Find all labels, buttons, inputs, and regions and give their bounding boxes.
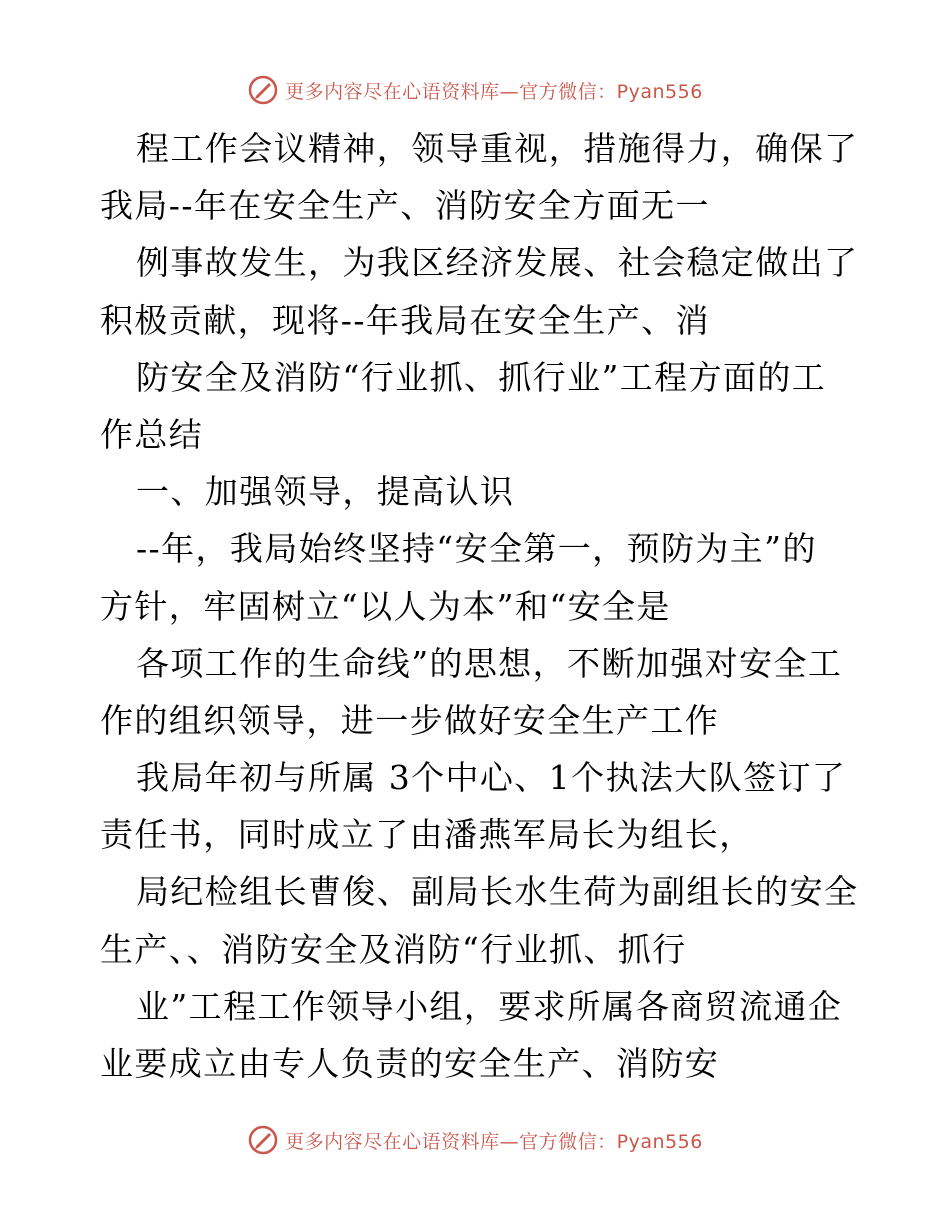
section-heading: 一、加强领导，提高认识: [136, 472, 515, 512]
body-line: --年，我局始终坚持“安全第一，预防为主”的: [136, 529, 817, 569]
header-watermark: [0, 70, 950, 110]
body-line: 作总结: [100, 414, 204, 454]
watermark-logo-icon: [247, 1124, 279, 1156]
body-line: 生产、、消防安全及消防“行业抓、抓行: [100, 929, 687, 969]
footer-watermark: [0, 1120, 950, 1160]
body-line: 业要成立由专人负责的安全生产、消防安: [100, 1044, 720, 1083]
watermark-text: 更多内容尽在心语资料库—官方微信：Pyan556: [285, 80, 703, 103]
body-line: 作的组织领导，进一步做好安全生产工作: [100, 700, 720, 740]
body-line: 我局--年在安全生产、消防安全方面无一: [100, 186, 710, 226]
body-line: 程工作会议精神，领导重视，措施得力，确保了: [136, 129, 859, 168]
watermark-logo-icon: [247, 74, 279, 106]
body-line: 方针，牢固树立“以人为本”和“安全是: [100, 586, 671, 626]
body-line: 局纪检组长曹俊、副局长水生荷为副组长的安全: [136, 872, 859, 912]
body-line: 业”工程工作领导小组，要求所属各商贸流通企: [136, 986, 843, 1026]
body-line: 防安全及消防“行业抓、抓行业”工程方面的工: [136, 357, 827, 397]
watermark-text: 更多内容尽在心语资料库—官方微信：Pyan556: [285, 1130, 703, 1153]
document-body: [100, 120, 860, 1092]
body-line: 责任书，同时成立了由潘燕军局长为组长，: [100, 815, 754, 855]
body-line: 各项工作的生命线”的思想，不断加强对安全工: [136, 643, 843, 683]
body-line: 积极贡献，现将--年我局在安全生产、消: [100, 300, 710, 340]
body-line: 例事故发生，为我区经济发展、社会稳定做出了: [136, 243, 859, 283]
body-line: 我局年初与所属 3个中心、1个执法大队签订了: [136, 758, 847, 798]
